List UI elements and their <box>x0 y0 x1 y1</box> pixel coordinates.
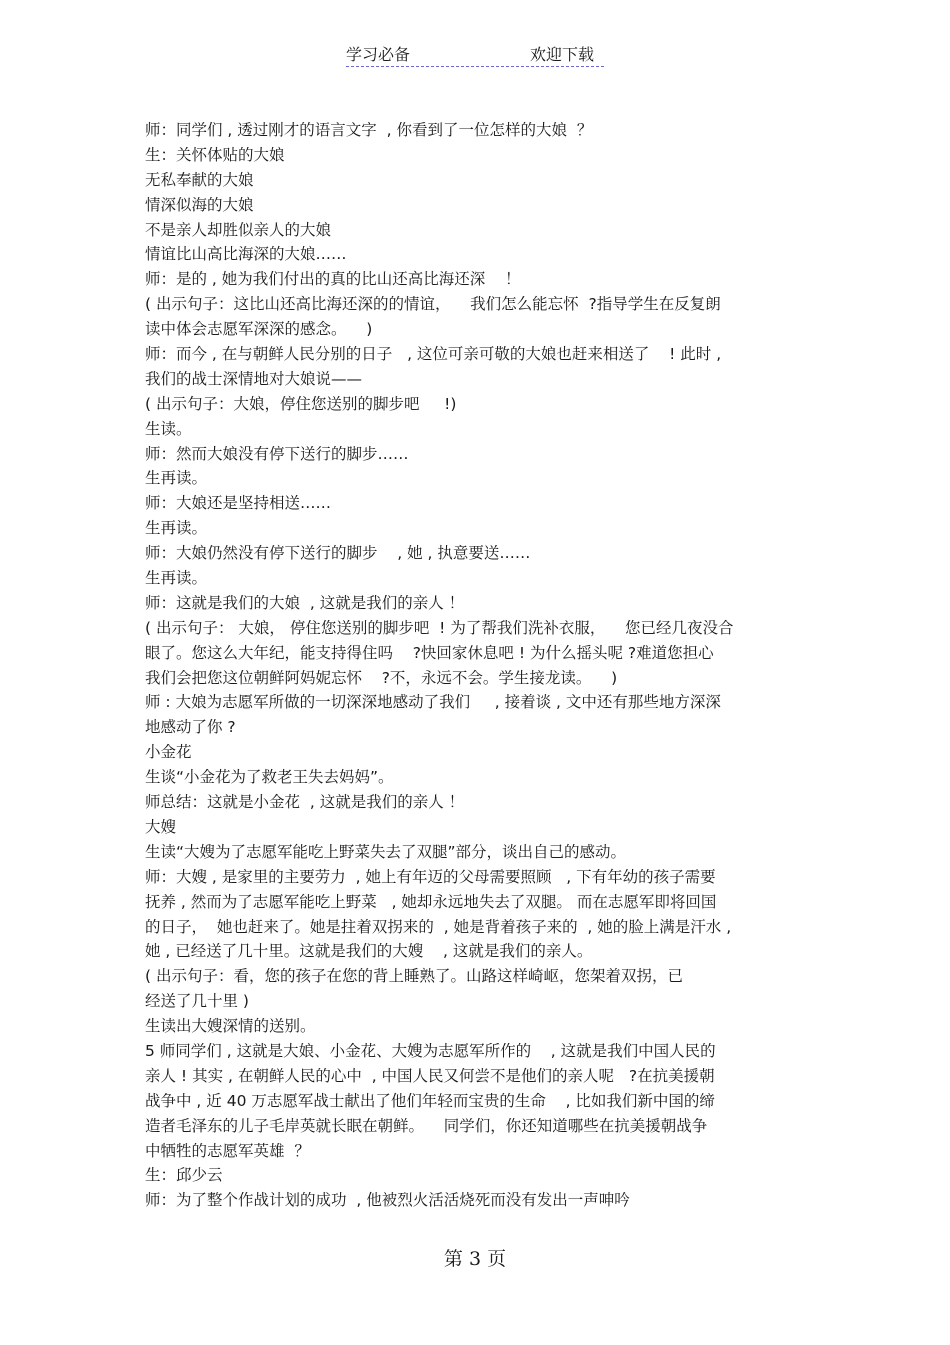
text-line: 生读。 <box>145 419 192 438</box>
text-line: 读中体会志愿军深深的感念。 ) <box>145 320 373 339</box>
text-line: 师 : 大娘为志愿军所做的一切深深地感动了我们 , 接着谈 , 文中还有那些地方深深 <box>145 693 721 712</box>
text-line: 5 师同学们 , 这就是大娘、小金花、大嫂为志愿军所作的 , 这就是我们中国人民的 <box>145 1041 716 1060</box>
text-line: 师：而今 , 在与朝鲜人民分别的日子 , 这位可亲可敬的大娘也赶来相送了 ! 此时 , <box>145 345 722 364</box>
text-line: 师：这就是我们的大娘 , 这就是我们的亲人 ！ <box>145 593 465 612</box>
text-line: 生再读。 <box>145 469 208 488</box>
text-line: 生再读。 <box>145 519 208 538</box>
text-line: 师：同学们 , 透过刚才的语言文字 , 你看到了一位怎样的大娘 ？ <box>145 121 593 139</box>
text-line: 情深似海的大娘 <box>145 195 254 214</box>
text-line: 我们的战士深情地对大娘说—— <box>145 369 363 388</box>
text-line: ( 出示句子： 大娘， 停住您送别的脚步吧 ! 为了帮我们洗补衣服， 您已经几夜没合 <box>145 618 734 637</box>
text-line: 师：然而大娘没有停下送行的脚步…… <box>145 444 409 463</box>
text-line: ( 出示句子：看，您的孩子在您的背上睡熟了。山路这样崎岖，您架着双拐，已 <box>145 967 683 986</box>
text-line: 大嫂 <box>145 817 177 836</box>
text-line: 师：为了整个作战计划的成功 , 他被烈火活活烧死而没有发出一声呻吟 <box>145 1191 630 1210</box>
text-line: 经送了几十里 ) <box>145 992 249 1011</box>
text-line: 小金花 <box>145 743 192 762</box>
text-line: 眼了。您这么大年纪，能支持得住吗 ?快回家休息吧 ! 为什么摇头呢 ?难道您担心 <box>145 643 714 662</box>
text-line: 无私奉献的大娘 <box>145 170 254 189</box>
text-line: 地感动了你 ? <box>145 718 236 737</box>
text-line: 情谊比山高比海深的大娘…… <box>145 245 347 264</box>
text-line: 生读出大嫂深情的送别。 <box>145 1017 316 1036</box>
text-line: 师：大嫂 , 是家里的主要劳力 , 她上有年迈的父母需要照顾 , 下有年幼的孩子需要 <box>145 867 716 886</box>
text-line: ( 出示句子：这比山还高比海还深的的情谊， 我们怎么能忘怀 ?指导学生在反复朗 <box>145 295 721 314</box>
document-body <box>145 118 825 1213</box>
text-line: 亲人 ! 其实 , 在朝鲜人民的心中 , 中国人民又何尝不是他们的亲人呢 ?在抗美援朝 <box>145 1066 715 1085</box>
text-line: ( 出示句子：大娘，停住您送别的脚步吧 !) <box>145 394 457 413</box>
text-line: 战争中 , 近 40 万志愿军战士献出了他们年轻而宝贵的生命 , 比如我们新中国的缔 <box>145 1091 715 1110</box>
text-line: 抚养 , 然而为了志愿军能吃上野菜 , 她却永远地失去了双腿。 而在志愿军即将回国 <box>145 892 717 911</box>
text-line: 造者毛泽东的儿子毛岸英就长眠在朝鲜。 同学们，你还知道哪些在抗美援朝战争 <box>145 1116 708 1135</box>
text-line: 生谈“小金花为了救老王失去妈妈”。 <box>145 768 394 787</box>
text-line: 不是亲人却胜似亲人的大娘 <box>145 220 332 239</box>
page-number: 第 3 页 <box>443 1248 507 1270</box>
text-line: 师：大娘仍然没有停下送行的脚步 , 她 , 执意要送…… <box>145 544 531 563</box>
header-right-text: 欢迎下载 <box>530 45 595 64</box>
text-line: 生读“大嫂为了志愿军能吃上野菜失去了双腿”部分，谈出自己的感动。 <box>145 842 627 861</box>
header-left-text: 学习必备 <box>346 45 411 64</box>
text-line: 生：邱少云 <box>145 1166 223 1185</box>
text-line: 中牺牲的志愿军英雄 ？ <box>145 1141 310 1160</box>
text-line: 师总结：这就是小金花 , 这就是我们的亲人 ！ <box>145 793 465 812</box>
text-line: 的日子， 她也赶来了。她是拄着双拐来的 , 她是背着孩子来的 , 她的脸上满是汗水 , <box>145 917 732 936</box>
text-line: 师：是的 , 她为我们付出的真的比山还高比海还深 ！ <box>145 270 521 289</box>
text-line: 生再读。 <box>145 569 208 588</box>
text-line: 我们会把您这位朝鲜阿妈妮忘怀 ?不，永远不会。学生接龙读。 ) <box>145 668 618 687</box>
text-line: 师：大娘还是坚持相送…… <box>145 494 332 513</box>
text-line: 她 , 已经送了几十里。这就是我们的大嫂 , 这就是我们的亲人。 <box>145 942 593 961</box>
page-header <box>346 40 604 67</box>
text-line: 生：关怀体贴的大娘 <box>145 145 285 164</box>
